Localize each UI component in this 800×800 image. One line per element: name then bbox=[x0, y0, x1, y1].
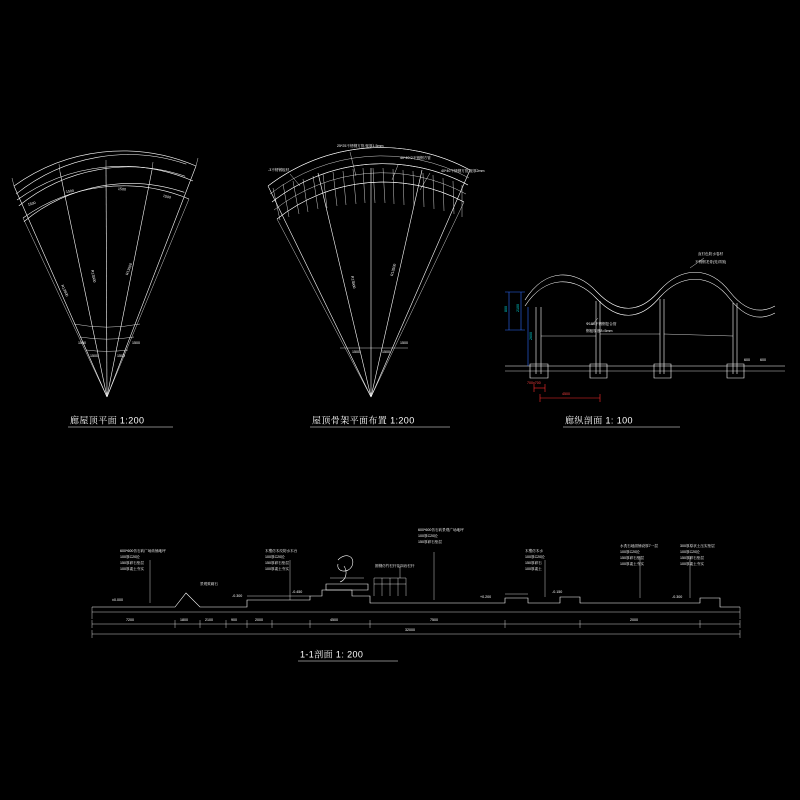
radial-label-frame-1: R13500 bbox=[390, 263, 397, 277]
annot-sec11-0-l3: 100厚素土夯实 bbox=[120, 566, 144, 571]
view-section-long bbox=[504, 251, 785, 427]
annot-sec11-3: 圆钢仿竹栏杆花岗岩栏杆 bbox=[375, 563, 415, 568]
radial-label-roof-2: R13500 bbox=[125, 262, 134, 276]
annot-sec11-4-l1: 100厚C20砼 bbox=[525, 554, 545, 559]
note-section-long-2: Φ180不锈钢复合管 bbox=[586, 321, 617, 326]
dim-frame-b2: 1500 bbox=[400, 340, 408, 345]
annot-sec11-5-l2: 150厚碎石垫层 bbox=[620, 555, 644, 560]
level-mark-4: -0.150 bbox=[552, 589, 563, 594]
annot-sec11-1-l0: 木塑仿木纹防水木台 bbox=[265, 548, 298, 553]
annot-sec11-1-l1: 100厚C20砼 bbox=[265, 554, 285, 559]
dim-plan-roof-1: 1500 bbox=[65, 188, 75, 194]
note-section-long-3: 钢板厚度δ=5mm bbox=[586, 328, 613, 333]
dim-sec11-7: 2000 bbox=[630, 617, 638, 622]
extradim-section-long-1: 600 bbox=[760, 357, 766, 362]
dim-sec11-6: 7500 bbox=[430, 617, 438, 622]
dim-plan-roof-b0: 1500 bbox=[90, 353, 98, 358]
view-title-plan-frame: 屋顶骨架平面布置 1:200 bbox=[312, 415, 415, 426]
annot-sec11-4-l3: 100厚素土 bbox=[525, 566, 542, 571]
annot-sec11-0-l0: 600*600仿石砖广场砖铺地坪 bbox=[120, 548, 166, 553]
dim-frame-b1: 1500 bbox=[382, 349, 390, 354]
note-section-long-1: 不锈钢龙骨(见详图) bbox=[695, 259, 727, 264]
dim-sec11-1: 1800 bbox=[180, 617, 188, 622]
annot-sec11-5-l3: 100厚素土夯实 bbox=[620, 561, 644, 566]
view-title-section-1-1: 1-1剖面 1: 200 bbox=[300, 649, 364, 660]
annot-sec11-2-l0: 600*600仿石砖景观广场地坪 bbox=[418, 527, 464, 532]
annot-sec11-7: 景观浆砌石 bbox=[200, 581, 218, 586]
annot-sec11-6-l1: 100厚C20砼 bbox=[680, 549, 700, 554]
view-plan-frame bbox=[268, 143, 485, 427]
dim-plan-roof-b3: 1500 bbox=[132, 340, 140, 345]
note-frame-0: 25*25不锈钢方管,壁厚1.5mm bbox=[337, 143, 384, 148]
annot-sec11-5-l0: 水洗石地面铺设厚7一层 bbox=[620, 543, 658, 548]
dim-sec11-2: 2100 bbox=[205, 617, 213, 622]
annot-sec11-4-l2: 150厚碎石 bbox=[525, 560, 542, 565]
note-frame-2: -3不锈钢板材 bbox=[268, 167, 290, 172]
dim-plan-roof-2: 1500 bbox=[117, 186, 127, 192]
level-mark-5: -0.300 bbox=[672, 594, 683, 599]
radial-label-frame-0: R13500 bbox=[350, 275, 357, 289]
total-dim-sec11: 32000 bbox=[405, 627, 415, 632]
radial-label-roof-1: R13500 bbox=[90, 269, 97, 283]
dim-sec11-0: 7200 bbox=[126, 617, 134, 622]
extradim-section-long-0: 600 bbox=[744, 357, 750, 362]
annot-sec11-1-l2: 150厚碎石垫层 bbox=[265, 560, 289, 565]
note-section-long-0: 直钉色防水卷材 bbox=[698, 251, 724, 256]
annot-sec11-2-l2: 150厚碎石垫层 bbox=[418, 539, 442, 544]
annot-sec11-2-l1: 100厚C20砼 bbox=[418, 533, 438, 538]
vdim-section-long-0: 800 bbox=[503, 306, 508, 312]
vdim-section-long-1: 2100 bbox=[515, 304, 520, 312]
level-mark-0: ±0.000 bbox=[112, 597, 123, 602]
note-frame-1: 40*40*2不锈钢方管 bbox=[400, 155, 431, 160]
level-mark-2: -0.450 bbox=[292, 589, 303, 594]
annot-sec11-0-l2: 150厚碎石垫层 bbox=[120, 560, 144, 565]
dim-plan-roof-0: 1500 bbox=[27, 200, 37, 207]
dim-plan-roof-3: 1500 bbox=[162, 194, 172, 200]
dim-plan-roof-b1: 1500 bbox=[117, 353, 125, 358]
basedim-section-long-0: 700x700 bbox=[527, 380, 541, 385]
dim-plan-roof-b2: 1500 bbox=[78, 340, 86, 345]
annot-sec11-5-l1: 100厚C20砼 bbox=[620, 549, 640, 554]
annot-sec11-6-l3: 100厚素土夯实 bbox=[680, 561, 704, 566]
note-frame-3: 40*40不锈钢方管,壁厚2mm bbox=[441, 168, 485, 173]
annot-sec11-1-l3: 100厚素土夯实 bbox=[265, 566, 289, 571]
dim-frame-b0: 1500 bbox=[352, 349, 360, 354]
view-title-plan-roof: 廊屋顶平面 1:200 bbox=[70, 415, 145, 426]
basedim-section-long-1: 4500 bbox=[562, 391, 570, 396]
annot-sec11-6-l2: 150厚碎石垫层 bbox=[680, 555, 704, 560]
level-mark-3: +0.200 bbox=[480, 594, 492, 599]
view-plan-roof bbox=[12, 150, 198, 427]
radial-label-roof-0: R13500 bbox=[60, 284, 69, 298]
dim-sec11-5: 4500 bbox=[330, 617, 338, 622]
view-title-section-long: 廊纵剖面 1: 100 bbox=[565, 415, 633, 426]
annot-sec11-6-l0: 300厚原状土压实垫层 bbox=[680, 543, 715, 548]
view-section-1-1 bbox=[92, 527, 740, 661]
dim-sec11-4: 2000 bbox=[255, 617, 263, 622]
vdim-section-long-2: 2600 bbox=[528, 332, 533, 340]
level-mark-1: -0.300 bbox=[232, 593, 243, 598]
annot-sec11-0-l1: 100厚C20砼 bbox=[120, 554, 140, 559]
dim-sec11-3: 900 bbox=[231, 617, 237, 622]
annot-sec11-4-l0: 木塑仿木水 bbox=[525, 548, 543, 553]
